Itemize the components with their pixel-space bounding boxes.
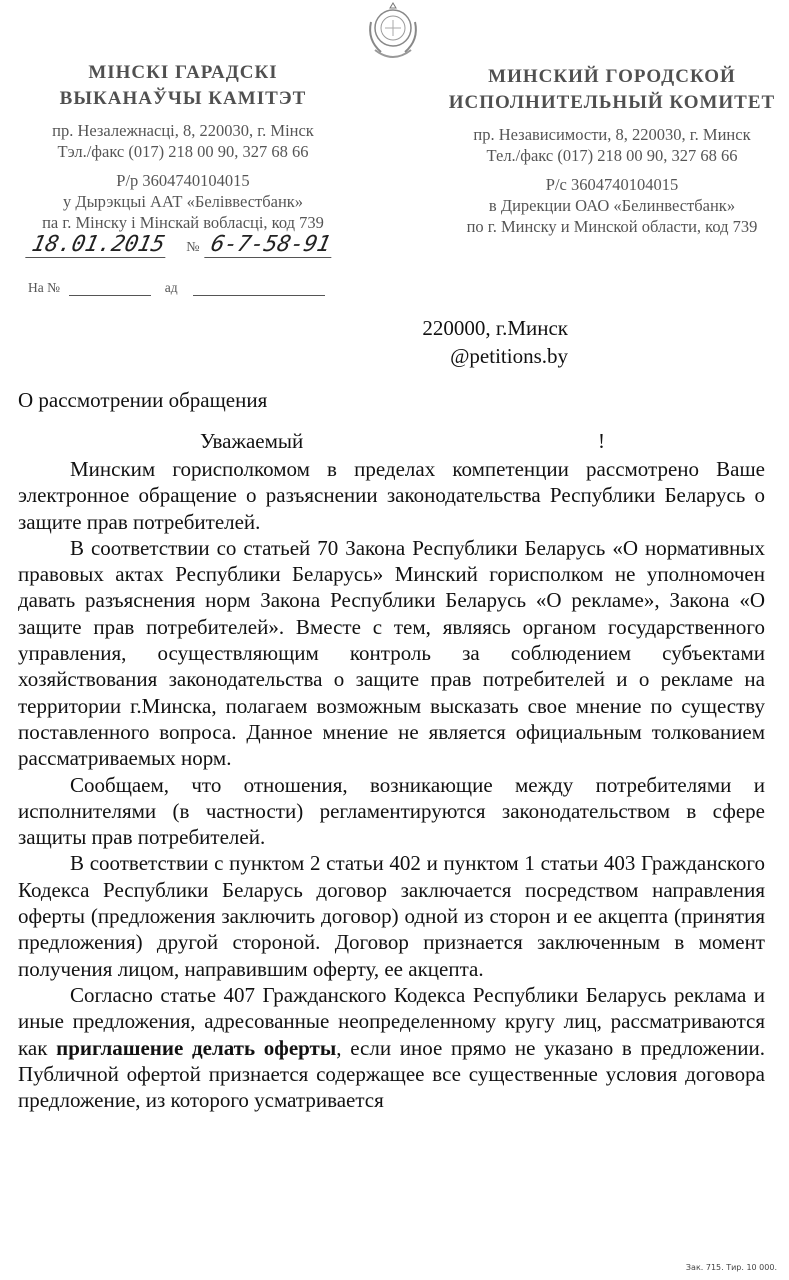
paragraph: Сообщаем, что отношения, возникающие между потребителями и исполнителями (в частности) регламентируются законодательством в сфере защиты прав потребителей. <box>18 772 765 850</box>
org-bank: в Дирекции ОАО «Белинвестбанк» <box>488 196 736 215</box>
paragraph <box>18 982 765 1113</box>
org-name-line2: ВЫКАНАЎЧЫ КАМІТЭТ <box>59 88 307 109</box>
handwritten-date: 18.01.2015 <box>25 232 171 258</box>
letter-body <box>18 456 765 1113</box>
org-name-line1: МІНСКІ ГАРАДСКІ <box>88 62 278 83</box>
org-name-line2: ИСПОЛНИТЕЛЬНЫЙ КОМИТЕТ <box>448 92 776 113</box>
salutation: Уважаемый <box>200 429 304 453</box>
handwritten-number: 6-7-58-91 <box>205 232 338 258</box>
number-label: № <box>186 240 200 255</box>
org-bank-region: по г. Минску и Минской области, код 739 <box>466 217 758 236</box>
letterhead-belarusian <box>18 60 348 233</box>
state-emblem-icon <box>363 0 423 62</box>
reply-reference-line <box>28 280 325 296</box>
salutation-exclamation: ! <box>598 429 605 453</box>
letterhead-russian <box>438 64 786 237</box>
org-phone: Тэл./факс (017) 218 00 90, 327 68 66 <box>57 142 309 161</box>
reply-date-blank <box>193 283 325 296</box>
org-bank-region: па г. Мінску і Мінскай вобласці, код 739 <box>42 213 324 232</box>
org-account: Р/с 3604740104015 <box>545 175 679 194</box>
paragraph: В соответствии с пунктом 2 статьи 402 и пунктом 1 статьи 403 Гражданского Кодекса Республики Беларусь договор заключается посредством направления оферты (предложения заключить договор) одной из сторон и ее акцепта (принятия предложения) другой стороной. Договор признается заключенным в момент получения лицом, направившим оферту, ее акцепта. <box>18 851 765 981</box>
reply-number-blank <box>69 283 151 296</box>
org-phone: Тел./факс (017) 218 00 90, 327 68 66 <box>486 146 738 165</box>
registration-line <box>28 232 335 258</box>
greeting <box>200 429 605 454</box>
recipient-city: 220000, г.Минск <box>422 316 568 340</box>
bold-term: приглашение делать оферты <box>56 1035 337 1060</box>
recipient-email: @petitions.by <box>450 344 568 368</box>
recipient-address <box>368 314 568 370</box>
print-info: Зак. 715. Тир. 10 000. <box>685 1263 777 1272</box>
reply-to-label: На № <box>28 280 60 295</box>
org-address: пр. Незалежнасці, 8, 220030, г. Мінск <box>52 121 314 140</box>
org-address: пр. Независимости, 8, 220030, г. Минск <box>473 125 751 144</box>
paragraph-text: , если иное прямо не указано в предложении. Публичной офертой признается содержащее все существенные условия договора предложение, из которого усматривается <box>18 1035 765 1113</box>
reply-from-label: ад <box>164 280 178 295</box>
org-account: Р/р 3604740104015 <box>116 171 250 190</box>
paragraph: В соответствии со статьей 70 Закона Республики Беларусь «О нормативных правовых актах Республики Беларусь» Минский горисполком не уполномочен давать разъяснения норм Закона Республики Беларусь «О рекламе», Закона «О защите прав потребителей». Вместе с тем, являясь органом государственного управления, осуществляющим контроль за соблюдением субъектами хозяйствования законодательства о защите прав потребителей и о рекламе на территории г.Минска, полагаем возможным высказать свое мнение по существу поставленного вопроса. Данное мнение не является официальным толкованием рассматриваемых норм. <box>18 535 765 771</box>
paragraph-text: Согласно статье 407 Гражданского Кодекса Республики Беларусь реклама и иные предложения, адресованные неопределенному кругу лиц, рассматриваются как <box>18 982 765 1060</box>
org-bank: у Дырэкцыі ААТ «Беліввестбанк» <box>62 192 304 211</box>
letter-subject: О рассмотрении обращения <box>18 388 268 412</box>
paragraph: Минским горисполкомом в пределах компетенции рассмотрено Ваше электронное обращение о разъяснении законодательства Республики Беларусь о защите прав потребителей. <box>18 457 765 534</box>
org-name-line1: МИНСКИЙ ГОРОДСКОЙ <box>488 66 736 87</box>
